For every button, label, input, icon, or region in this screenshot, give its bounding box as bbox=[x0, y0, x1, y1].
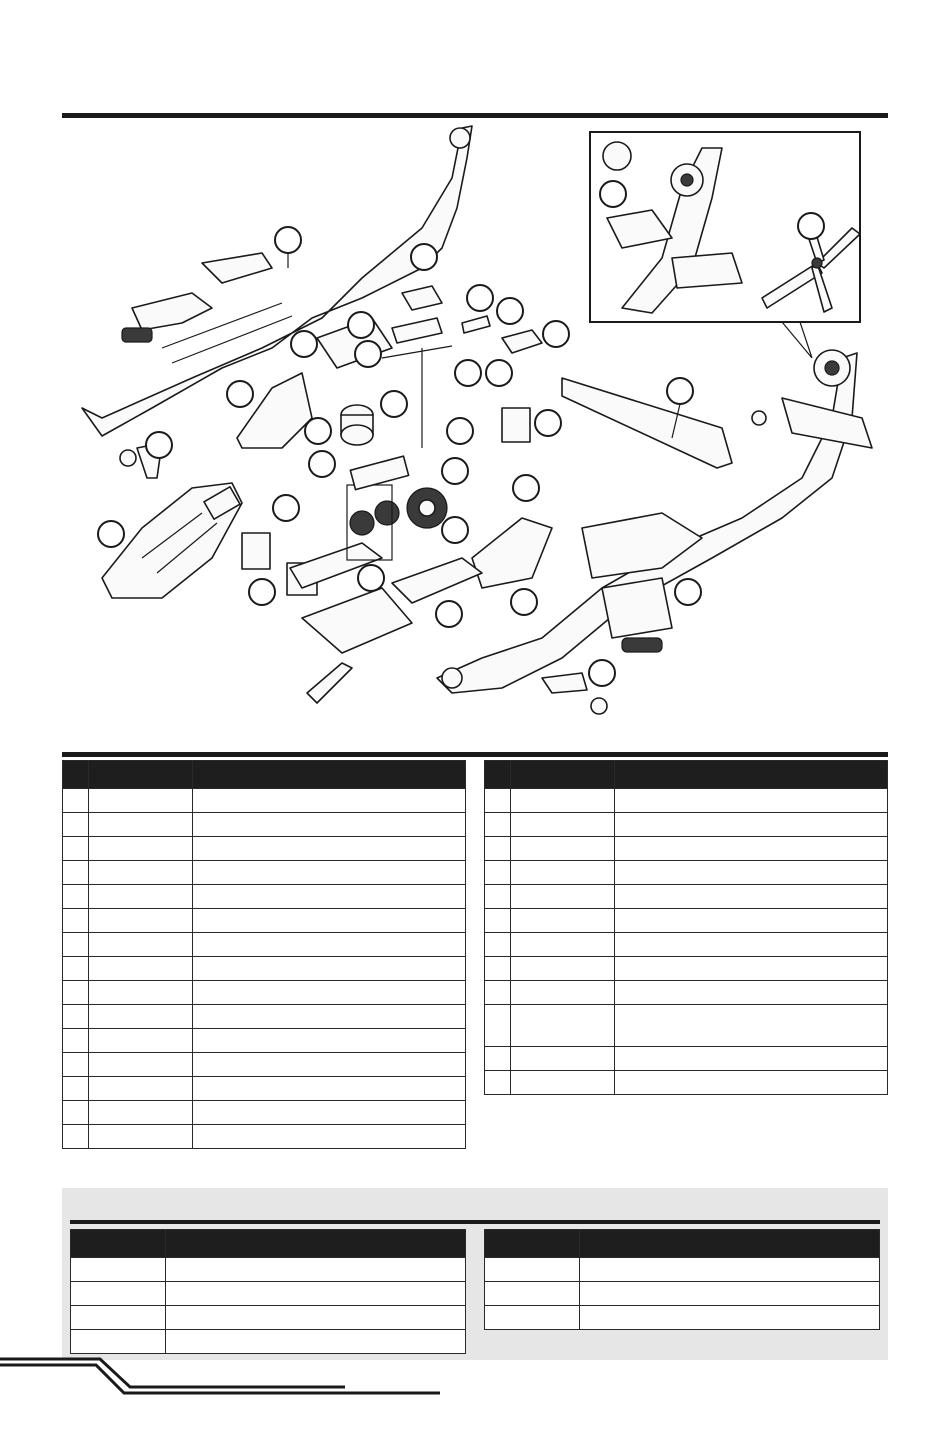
table-row bbox=[63, 789, 466, 813]
table-row bbox=[63, 1005, 466, 1029]
table-row bbox=[485, 957, 888, 981]
table-row bbox=[63, 861, 466, 885]
table-row bbox=[63, 1029, 466, 1053]
table-row bbox=[71, 1330, 466, 1354]
table-row bbox=[63, 1077, 466, 1101]
helicopter-fuselage-icon bbox=[437, 350, 872, 693]
parts-list-table-left bbox=[62, 760, 466, 1149]
footer-graphic bbox=[0, 1355, 450, 1405]
table-row bbox=[485, 1071, 888, 1095]
exploded-view-diagram bbox=[62, 118, 888, 718]
exploded-view-svg bbox=[62, 118, 888, 718]
table-row bbox=[63, 1053, 466, 1077]
table-row bbox=[485, 1258, 880, 1282]
motor-icon bbox=[341, 405, 373, 445]
table-header bbox=[63, 761, 466, 789]
table-row bbox=[71, 1282, 466, 1306]
table-row bbox=[63, 813, 466, 837]
table-row bbox=[485, 981, 888, 1005]
table-row bbox=[485, 885, 888, 909]
table-row bbox=[485, 1306, 880, 1330]
table-header bbox=[71, 1230, 466, 1258]
table-row bbox=[485, 861, 888, 885]
table-row bbox=[485, 837, 888, 861]
table-row bbox=[485, 933, 888, 957]
table-header bbox=[485, 761, 888, 789]
table-row bbox=[63, 981, 466, 1005]
table-row bbox=[485, 1282, 880, 1306]
table-row bbox=[63, 957, 466, 981]
optional-parts-table-left bbox=[70, 1229, 466, 1354]
table-row bbox=[71, 1306, 466, 1330]
optional-parts-rule bbox=[70, 1220, 880, 1224]
parts-list-table-right bbox=[484, 760, 888, 1095]
table-row bbox=[485, 1047, 888, 1071]
table-row bbox=[63, 837, 466, 861]
main-rotor-blade-icon bbox=[562, 378, 732, 468]
table-row bbox=[63, 885, 466, 909]
table-row bbox=[485, 1005, 888, 1047]
table-row bbox=[71, 1258, 466, 1282]
table-row bbox=[485, 909, 888, 933]
gear-icon bbox=[347, 348, 447, 560]
table-row bbox=[63, 933, 466, 957]
section-rule bbox=[62, 752, 888, 757]
table-row bbox=[63, 909, 466, 933]
table-row bbox=[485, 789, 888, 813]
table-header bbox=[485, 1230, 880, 1258]
table-row bbox=[485, 813, 888, 837]
table-row bbox=[63, 1125, 466, 1149]
optional-parts-table-right bbox=[484, 1229, 880, 1330]
table-row bbox=[63, 1101, 466, 1125]
